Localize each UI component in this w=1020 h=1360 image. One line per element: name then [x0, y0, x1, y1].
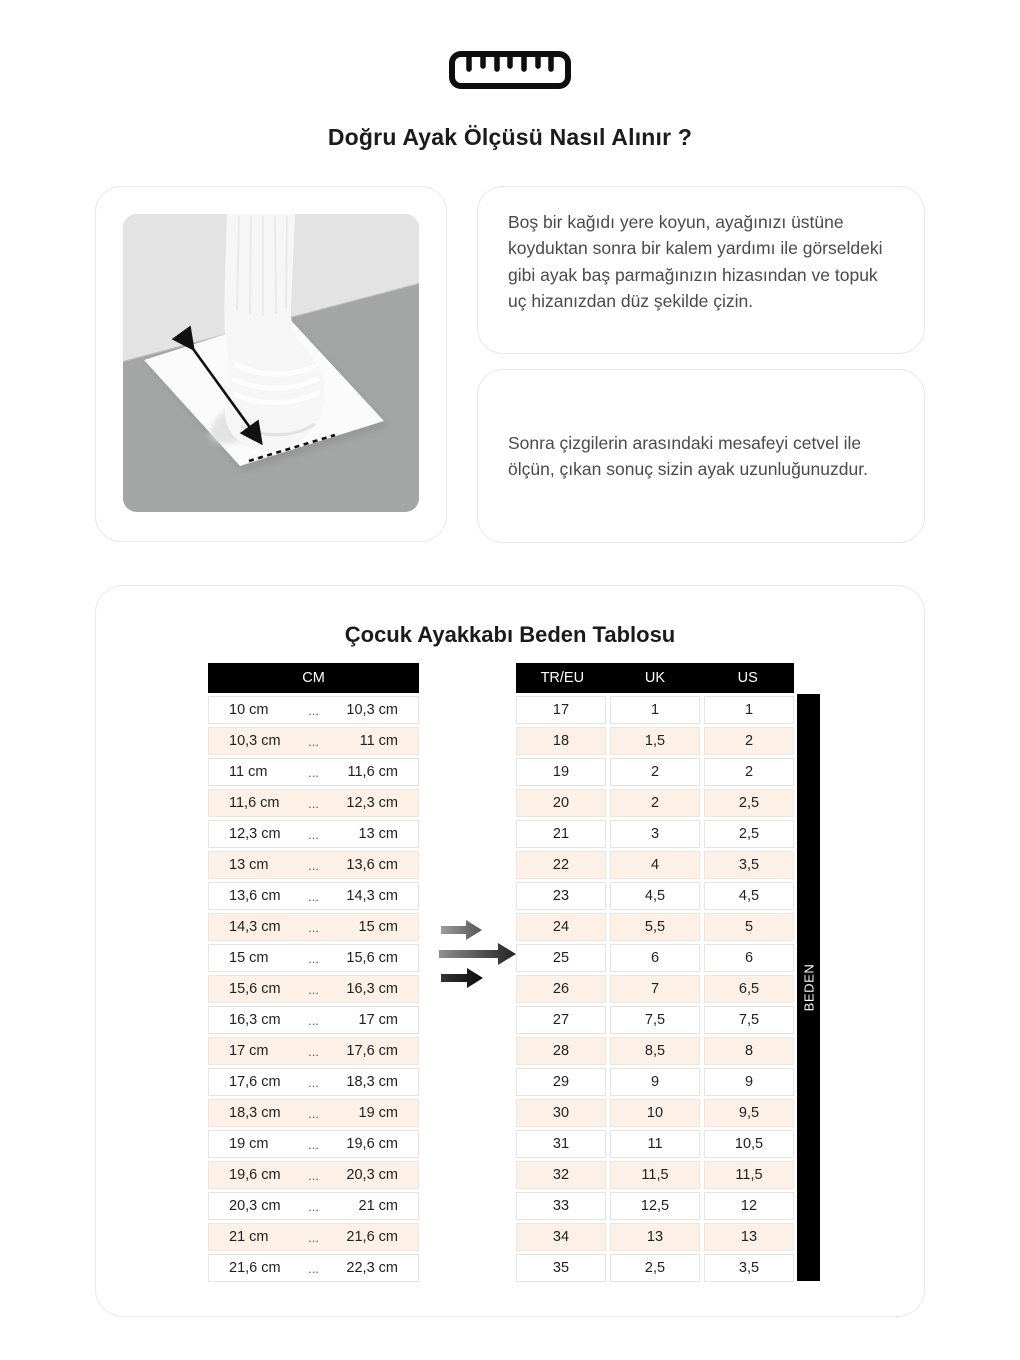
cm-to-value: 10,3 cm: [346, 702, 398, 718]
size-table-title: Çocuk Ayakkabı Beden Tablosu: [344, 622, 676, 647]
size-row: [516, 944, 794, 972]
cm-range-row: [208, 1006, 419, 1034]
instruction-box-2: [477, 369, 925, 543]
page-header: [0, 0, 1020, 151]
size-row: [516, 1006, 794, 1034]
cm-range-row: [208, 1130, 419, 1158]
cm-to-value: 18,3 cm: [346, 1074, 398, 1090]
size-cell-us: 6: [704, 944, 794, 972]
cm-from-value: 10 cm: [229, 702, 269, 718]
size-cell-tr_eu: 20: [516, 789, 606, 817]
size-row: [516, 1161, 794, 1189]
cm-from-value: 12,3 cm: [229, 826, 281, 842]
size-cell-us: 4,5: [704, 882, 794, 910]
cm-to-value: 15,6 cm: [346, 950, 398, 966]
cm-dots-value: ...: [308, 1229, 319, 1245]
size-row: [516, 1254, 794, 1282]
size-row: [516, 1192, 794, 1220]
cm-dots-value: ...: [308, 950, 319, 966]
instruction-column: [477, 186, 925, 543]
size-cell-tr_eu: 21: [516, 820, 606, 848]
size-cell-uk: 12,5: [610, 1192, 700, 1220]
size-cell-tr_eu: 28: [516, 1037, 606, 1065]
size-row: [516, 758, 794, 786]
size-cell-us: 2: [704, 727, 794, 755]
size-cell-uk: 5,5: [610, 913, 700, 941]
beden-side-bar: [797, 694, 820, 1281]
foot-measurement-photo: [123, 214, 419, 512]
cm-dots-value: ...: [308, 1136, 319, 1152]
size-row: [516, 1099, 794, 1127]
triple-right-arrows-icon: [438, 918, 518, 995]
size-cell-us: 12: [704, 1192, 794, 1220]
cm-dots-value: ...: [308, 919, 319, 935]
header-tr-eu: TR/EU: [540, 670, 585, 686]
cm-to-value: 13,6 cm: [346, 857, 398, 873]
size-cell-uk: 11: [610, 1130, 700, 1158]
cm-range-row: [208, 1223, 419, 1251]
size-cell-tr_eu: 26: [516, 975, 606, 1003]
size-cell-tr_eu: 24: [516, 913, 606, 941]
cm-dots-value: ...: [308, 1167, 319, 1183]
size-cell-uk: 11,5: [610, 1161, 700, 1189]
cm-dots-value: ...: [308, 981, 319, 997]
cm-to-value: 13 cm: [358, 826, 398, 842]
size-cell-uk: 7,5: [610, 1006, 700, 1034]
cm-to-value: 17 cm: [358, 1012, 398, 1028]
intro-section: [0, 186, 1020, 543]
size-cell-uk: 7: [610, 975, 700, 1003]
cm-dots-value: ...: [308, 795, 319, 811]
cm-dots-value: ...: [308, 888, 319, 904]
size-cell-tr_eu: 29: [516, 1068, 606, 1096]
cm-range-row: [208, 1161, 419, 1189]
cm-table: [208, 663, 419, 1282]
instruction-text-1: Boş bir kağıdı yere koyun, ayağınızı üstüne koyduktan sonra bir kalem yardımı ile görseldeki gibi ayak baş parmağınızın hizasından ve topuk uç hizanızdan düz şekilde çizin.: [508, 212, 883, 311]
cm-table-body: [208, 696, 419, 1282]
size-cell-tr_eu: 30: [516, 1099, 606, 1127]
cm-to-value: 11 cm: [359, 733, 398, 749]
size-cell-uk: 9: [610, 1068, 700, 1096]
size-cell-tr_eu: 19: [516, 758, 606, 786]
cm-to-value: 17,6 cm: [346, 1043, 398, 1059]
size-cell-uk: 13: [610, 1223, 700, 1251]
size-cell-us: 3,5: [704, 1254, 794, 1282]
cm-range-row: [208, 1254, 419, 1282]
cm-from-value: 21,6 cm: [229, 1260, 281, 1276]
size-cell-tr_eu: 25: [516, 944, 606, 972]
size-cell-us: 7,5: [704, 1006, 794, 1034]
size-row: [516, 727, 794, 755]
cm-from-value: 20,3 cm: [229, 1198, 281, 1214]
size-cell-us: 9,5: [704, 1099, 794, 1127]
international-size-table: [516, 663, 794, 1282]
cm-to-value: 21 cm: [358, 1198, 398, 1214]
size-row: [516, 851, 794, 879]
cm-range-row: [208, 1037, 419, 1065]
size-cell-uk: 2: [610, 789, 700, 817]
cm-to-value: 12,3 cm: [346, 795, 398, 811]
size-cell-us: 1: [704, 696, 794, 724]
header-us: US: [737, 670, 758, 686]
size-cell-uk: 4,5: [610, 882, 700, 910]
size-cell-us: 5: [704, 913, 794, 941]
cm-from-value: 15 cm: [229, 950, 269, 966]
ruler-icon: [0, 50, 1020, 90]
cm-from-value: 11 cm: [229, 764, 268, 780]
size-cell-us: 11,5: [704, 1161, 794, 1189]
header-uk: UK: [644, 670, 666, 686]
cm-from-value: 19 cm: [229, 1136, 269, 1152]
size-cell-us: 10,5: [704, 1130, 794, 1158]
size-row: [516, 913, 794, 941]
size-cell-us: 8: [704, 1037, 794, 1065]
cm-from-value: 19,6 cm: [229, 1167, 281, 1183]
cm-from-value: 16,3 cm: [229, 1012, 281, 1028]
cm-range-row: [208, 975, 419, 1003]
size-table-header: [516, 663, 794, 693]
cm-to-value: 21,6 cm: [346, 1229, 398, 1245]
cm-dots-value: ...: [308, 1105, 319, 1121]
cm-to-value: 11,6 cm: [347, 764, 398, 780]
cm-range-row: [208, 913, 419, 941]
size-cell-us: 3,5: [704, 851, 794, 879]
instruction-box-1: [477, 186, 925, 354]
cm-range-row: [208, 820, 419, 848]
size-cell-uk: 10: [610, 1099, 700, 1127]
size-row: [516, 789, 794, 817]
cm-from-value: 10,3 cm: [229, 733, 281, 749]
size-row: [516, 1130, 794, 1158]
cm-range-row: [208, 1192, 419, 1220]
cm-from-value: 17 cm: [229, 1043, 269, 1059]
cm-dots-value: ...: [308, 702, 319, 718]
size-row: [516, 882, 794, 910]
cm-dots-value: ...: [308, 857, 319, 873]
size-cell-uk: 3: [610, 820, 700, 848]
size-table-card: [95, 585, 925, 1317]
cm-to-value: 22,3 cm: [346, 1260, 398, 1276]
cm-to-value: 14,3 cm: [346, 888, 398, 904]
cm-dots-value: ...: [308, 1198, 319, 1214]
size-table-body: [516, 696, 794, 1282]
cm-dots-value: ...: [308, 826, 319, 842]
cm-from-value: 14,3 cm: [229, 919, 281, 935]
cm-dots-value: ...: [308, 764, 319, 780]
size-row: [516, 696, 794, 724]
cm-from-value: 18,3 cm: [229, 1105, 281, 1121]
size-cell-tr_eu: 22: [516, 851, 606, 879]
size-cell-uk: 2,5: [610, 1254, 700, 1282]
instruction-text-2: Sonra çizgilerin arasındaki mesafeyi cetvel ile ölçün, çıkan sonuç sizin ayak uzunluğunuzdur.: [508, 432, 868, 479]
cm-range-row: [208, 789, 419, 817]
size-cell-tr_eu: 27: [516, 1006, 606, 1034]
cm-table-header: CM: [208, 663, 419, 693]
cm-to-value: 20,3 cm: [346, 1167, 398, 1183]
cm-range-row: [208, 727, 419, 755]
cm-range-row: [208, 696, 419, 724]
size-cell-tr_eu: 17: [516, 696, 606, 724]
size-cell-tr_eu: 35: [516, 1254, 606, 1282]
cm-range-row: [208, 851, 419, 879]
cm-from-value: 13,6 cm: [229, 888, 281, 904]
cm-dots-value: ...: [308, 1074, 319, 1090]
cm-dots-value: ...: [308, 1012, 319, 1028]
size-row: [516, 975, 794, 1003]
measurement-photo-card: [95, 186, 447, 542]
size-cell-tr_eu: 23: [516, 882, 606, 910]
cm-from-value: 15,6 cm: [229, 981, 281, 997]
page-title: Doğru Ayak Ölçüsü Nasıl Alınır ?: [327, 124, 693, 150]
size-row: [516, 1037, 794, 1065]
cm-from-value: 11,6 cm: [229, 795, 280, 811]
cm-dots-value: ...: [308, 1043, 319, 1059]
cm-dots-value: ...: [308, 1260, 319, 1276]
size-cell-us: 2,5: [704, 789, 794, 817]
size-cell-us: 9: [704, 1068, 794, 1096]
size-cell-tr_eu: 18: [516, 727, 606, 755]
size-cell-us: 2,5: [704, 820, 794, 848]
size-cell-uk: 1,5: [610, 727, 700, 755]
size-cell-us: 2: [704, 758, 794, 786]
size-cell-uk: 8,5: [610, 1037, 700, 1065]
size-cell-uk: 4: [610, 851, 700, 879]
cm-dots-value: ...: [308, 733, 319, 749]
beden-label: BEDEN: [801, 963, 817, 1012]
size-cell-uk: 1: [610, 696, 700, 724]
cm-range-row: [208, 758, 419, 786]
cm-to-value: 19,6 cm: [346, 1136, 398, 1152]
cm-to-value: 19 cm: [358, 1105, 398, 1121]
size-cell-tr_eu: 31: [516, 1130, 606, 1158]
size-cell-uk: 6: [610, 944, 700, 972]
cm-range-row: [208, 882, 419, 910]
size-cell-tr_eu: 34: [516, 1223, 606, 1251]
size-cell-tr_eu: 32: [516, 1161, 606, 1189]
cm-from-value: 21 cm: [229, 1229, 269, 1245]
cm-to-value: 16,3 cm: [346, 981, 398, 997]
cm-range-row: [208, 1099, 419, 1127]
size-cell-us: 6,5: [704, 975, 794, 1003]
size-cell-tr_eu: 33: [516, 1192, 606, 1220]
size-cell-us: 13: [704, 1223, 794, 1251]
size-row: [516, 1068, 794, 1096]
size-row: [516, 820, 794, 848]
cm-range-row: [208, 1068, 419, 1096]
size-cell-uk: 2: [610, 758, 700, 786]
cm-from-value: 17,6 cm: [229, 1074, 281, 1090]
cm-range-row: [208, 944, 419, 972]
size-row: [516, 1223, 794, 1251]
cm-to-value: 15 cm: [358, 919, 398, 935]
cm-from-value: 13 cm: [229, 857, 269, 873]
